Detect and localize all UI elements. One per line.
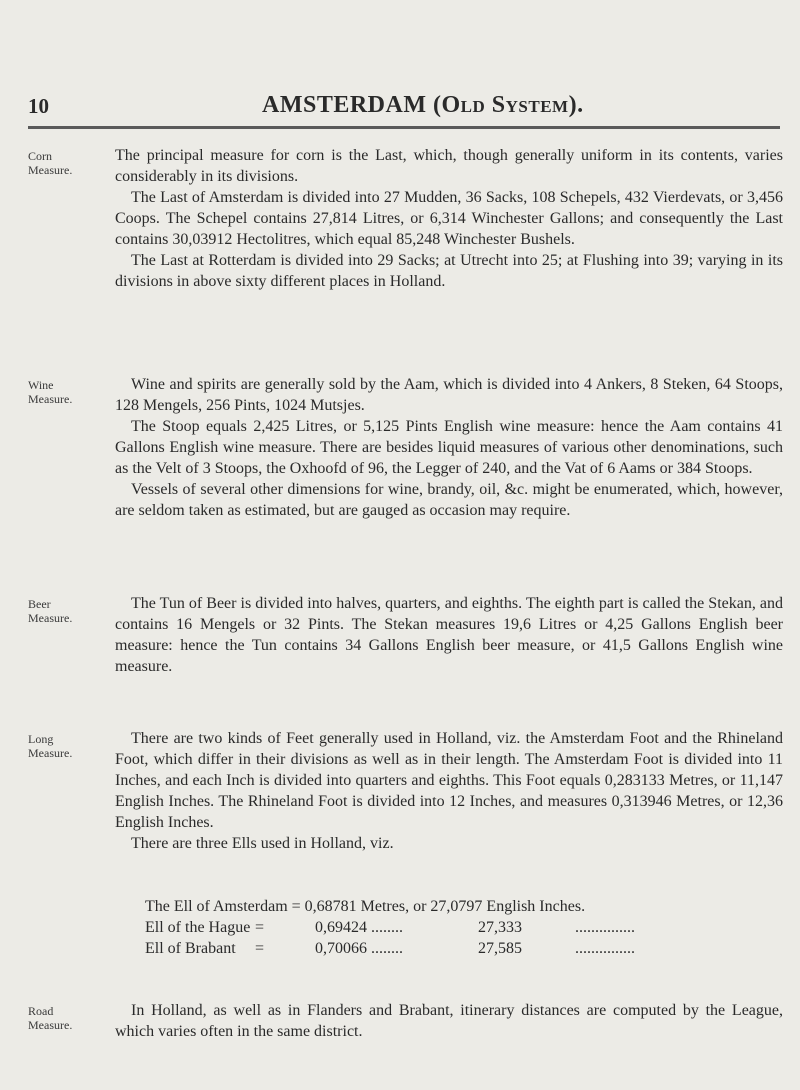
ell-row (115, 917, 783, 938)
ell-metres: 0,69424 ........ (315, 919, 403, 936)
margin-note-road: Road Measure. (28, 1004, 73, 1032)
running-title-paren: (Old System). (433, 92, 584, 118)
margin-note-beer: Beer Measure. (28, 597, 73, 625)
long-paragraph-1: There are two kinds of Feet generally used in Holland, viz. the Amsterdam Foot and the Rhineland Foot, which differ in their divisions as well as in their length. The Amsterdam Foot is divided into 11 Inches, and each Inch is divided into quarters and eighths. This Foot equals 0,283133 Metres, or 11,147 English Inches. The Rhineland Foot is divided into 12 Inches, and measures 0,313946 Metres, or 12,36 English Inches. (115, 730, 783, 831)
ell-leader: ............... (575, 919, 635, 936)
wine-paragraph-3: Vessels of several other dimensions for wine, brandy, oil, &c. might be enumerated, which, however, are seldom taken as estimated, but are gauged as occasion may require. (115, 481, 783, 519)
ell-name: Ell of Brabant (145, 940, 236, 957)
ell-metres: 0,70066 ........ (315, 940, 403, 957)
ell-inches: 27,333 (478, 919, 522, 936)
ell-leader: ............... (575, 940, 635, 957)
ell-eq: = (255, 919, 265, 936)
ell-name: Ell of the Hague (145, 919, 251, 936)
section-wine (115, 374, 783, 521)
section-long (115, 728, 783, 854)
ell-row (115, 938, 783, 959)
beer-paragraph-1: The Tun of Beer is divided into halves, quarters, and eighths. The eighth part is called the Stekan, and contains 16 Mengels or 32 Pints. The Stekan measures 19,6 Litres or 4,25 Gallons English beer measure: hence the Tun contains 34 Gallons English beer measure, or 41,5 Gallons English wine measure. (115, 595, 783, 675)
corn-paragraph-3: The Last at Rotterdam is divided into 29 Sacks; at Utrecht into 25; at Flushing into 39; varying in its divisions in above sixty different places in Holland. (115, 252, 783, 290)
margin-note-corn: Corn Measure. (28, 149, 73, 177)
running-title (262, 92, 584, 119)
running-title-main: AMSTERDAM (262, 92, 427, 118)
corn-paragraph-2: The Last of Amsterdam is divided into 27 Mudden, 36 Sacks, 108 Schepels, 432 Vierdevats, or 3,456 Coops. The Schepel contains 27,814 Litres, or 6,314 Winchester Gallons; and consequently the Last contains 30,03912 Hectolitres, which equal 85,248 Winchester Bushels. (115, 189, 783, 248)
section-road (115, 1000, 783, 1042)
wine-paragraph-1: Wine and spirits are generally sold by the Aam, which is divided into 4 Ankers, 8 Steken, 64 Stoops, 128 Mengels, 256 Pints, 1024 Mutsjes. (115, 376, 783, 414)
ell-inches: 27,585 (478, 940, 522, 957)
wine-paragraph-2: The Stoop equals 2,425 Litres, or 5,125 Pints English wine measure: hence the Aam contains 41 Gallons English wine measure. There are besides liquid measures of various other denominations, such as the Velt of 3 Stoops, the Oxhoofd of 96, the Legger of 240, and the Vat of 6 Aams or 384 Stoops. (115, 418, 783, 477)
header-rule (28, 126, 780, 129)
ell-eq: = (255, 940, 265, 957)
corn-paragraph-1: The principal measure for corn is the Last, which, though generally uniform in its contents, varies considerably in its divisions. (115, 147, 783, 185)
ells-table (115, 896, 783, 959)
margin-note-long: Long Measure. (28, 732, 73, 760)
section-beer (115, 593, 783, 677)
page-header (28, 94, 780, 128)
ells-intro: The Ell of Amsterdam = 0,68781 Metres, or 27,0797 English Inches. (145, 898, 586, 915)
margin-note-wine: Wine Measure. (28, 378, 73, 406)
road-paragraph-1: In Holland, as well as in Flanders and Brabant, itinerary distances are computed by the League, which varies often in the same district. (115, 1002, 783, 1040)
page-number: 10 (28, 94, 49, 118)
section-corn (115, 145, 783, 292)
long-paragraph-2: There are three Ells used in Holland, viz. (131, 835, 394, 852)
